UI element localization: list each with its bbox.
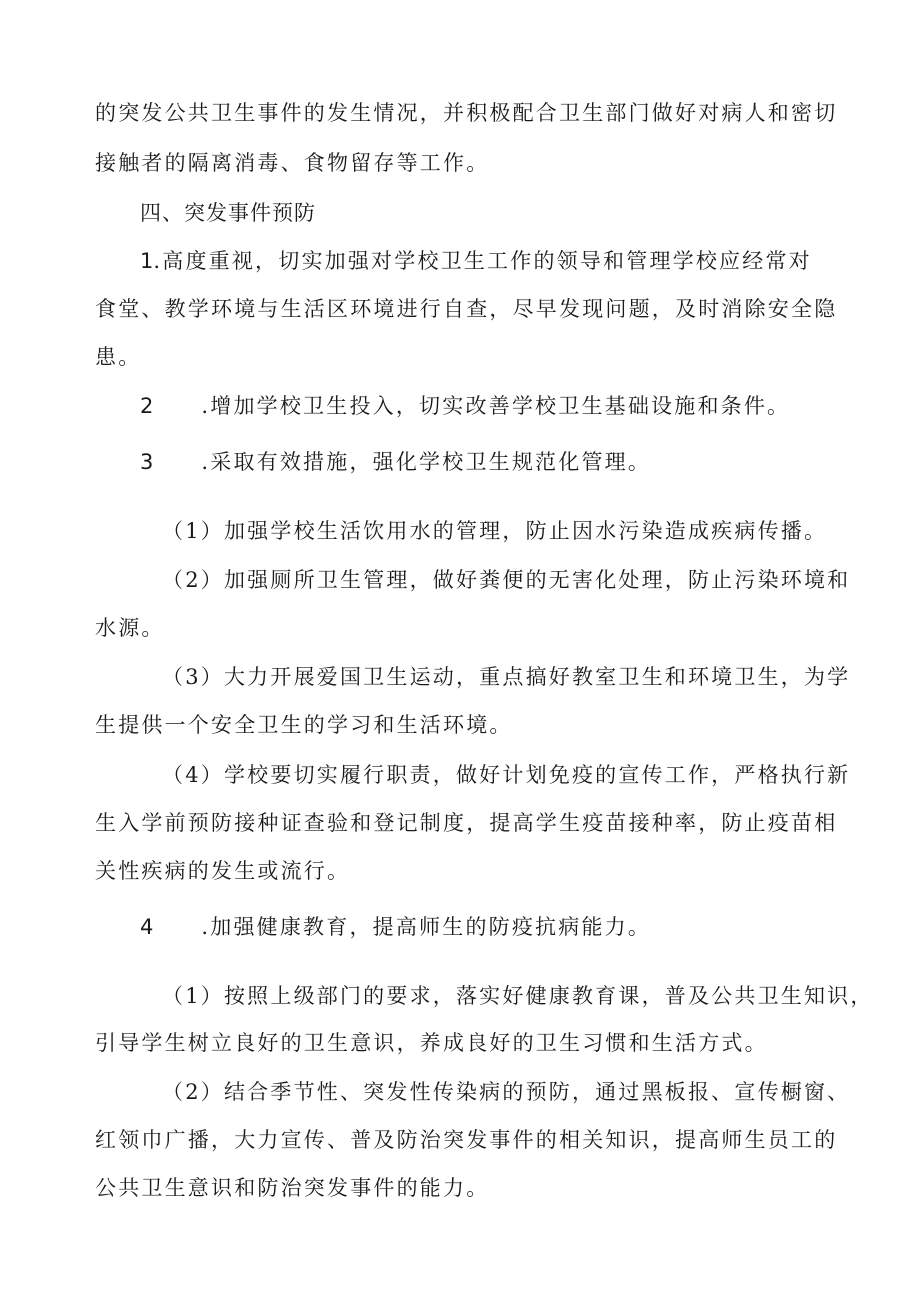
item-3-sub-2-line-1 — [162, 565, 850, 595]
item-3-sub-3-text: 大力开展爱国卫生运动，重点搞好教室卫生和环境卫生，为学 — [223, 665, 851, 689]
item-4-sub-2-number: （2） — [162, 1080, 224, 1104]
item-3-sub-4-line-3: 关性疾病的发生或流行。 — [95, 859, 351, 883]
intro-line-2: 接触者的隔离消毒、食物留存等工作。 — [95, 151, 490, 175]
item-3-number: 3 — [140, 450, 154, 474]
item-3-sub-3-number: （3） — [162, 665, 224, 689]
item-3-text: .采取有效措施，强化学校卫生规范化管理。 — [201, 450, 652, 474]
item-1-line-1 — [140, 246, 812, 276]
item-1-line-3: 患。 — [95, 345, 142, 369]
intro-line-1: 的突发公共卫生事件的发生情况，并积极配合卫生部门做好对病人和密切 — [95, 101, 838, 125]
item-3-line — [140, 447, 651, 477]
item-2-number: 2 — [140, 394, 154, 418]
item-3-sub-2-number: （2） — [162, 568, 224, 592]
item-3-sub-2-line-2: 水源。 — [95, 616, 165, 640]
item-4-number: 4 — [140, 915, 154, 939]
item-3-sub-4-line-1 — [162, 760, 850, 790]
item-3-sub-3-line-2: 生提供一个安全卫生的学习和生活环境。 — [95, 713, 513, 737]
item-4-sub-1-text: 按照上级部门的要求，落实好健康教育课，普及公共卫生知识， — [223, 984, 874, 1008]
item-4-sub-2-line-3: 公共卫生意识和防治突发事件的能力。 — [95, 1176, 490, 1200]
item-4-sub-2-text: 结合季节性、突发性传染病的预防，通过黑板报、宣传橱窗、 — [223, 1080, 851, 1104]
item-3-sub-2-text: 加强厕所卫生管理，做好粪便的无害化处理，防止污染环境和 — [223, 568, 851, 592]
item-2-text: .增加学校卫生投入，切实改善学校卫生基础设施和条件。 — [201, 394, 791, 418]
item-3-sub-4-text: 学校要切实履行职责，做好计划免疫的宣传工作，严格执行新 — [223, 763, 851, 787]
item-1-number: 1 — [140, 249, 154, 273]
item-4-sub-1-number: （1） — [162, 984, 224, 1008]
item-4-sub-1-line-1 — [162, 981, 874, 1011]
item-3-sub-1-line-1 — [162, 516, 827, 546]
item-1-line-2: 食堂、教学环境与生活区环境进行自查，尽早发现问题，及时消除安全隐 — [95, 297, 838, 321]
item-3-sub-4-number: （4） — [162, 763, 224, 787]
item-4-sub-2-line-1 — [162, 1077, 850, 1107]
item-4-sub-2-line-2: 红领巾广播，大力宣传、普及防治突发事件的相关知识，提高师生员工的 — [95, 1128, 838, 1152]
section-heading: 四、突发事件预防 — [140, 201, 316, 225]
item-3-sub-4-line-2: 生入学前预防接种证查验和登记制度，提高学生疫苗接种率，防止疫苗相 — [95, 811, 838, 835]
item-3-sub-3-line-1 — [162, 662, 850, 692]
item-3-sub-1-text: 加强学校生活饮用水的管理，防止因水污染造成疾病传播。 — [223, 519, 828, 543]
item-4-text: .加强健康教育，提高师生的防疫抗病能力。 — [201, 915, 652, 939]
item-3-sub-1-number: （1） — [162, 519, 224, 543]
item-4-line — [140, 912, 651, 942]
item-4-sub-1-line-2: 引导学生树立良好的卫生意识，养成良好的卫生习惯和生活方式。 — [95, 1031, 768, 1055]
item-1-text: .高度重视，切实加强对学校卫生工作的领导和管理学校应经常对 — [153, 249, 812, 273]
item-2-line — [140, 391, 790, 421]
